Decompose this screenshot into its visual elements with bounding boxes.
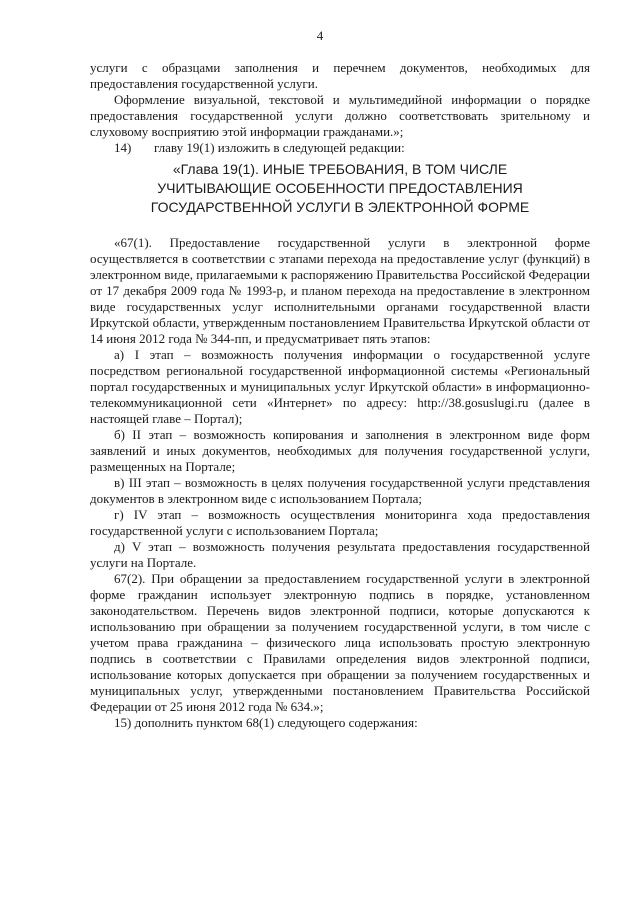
item-15: 15) дополнить пунктом 68(1) следующего содержания: bbox=[114, 715, 418, 730]
item-14-number: 14) bbox=[114, 140, 132, 155]
paragraph-67-1: «67(1). Предоставление государственной услуги в электронной форме осуществляется в соответствии с этапами перехода на предоставление услуг (функций) в электронном виде, прилагаемыми к распоряжению Правительства Российской Федерации от 17 декабря 2009 года № 1993-р, и планом перехода на предоставление в электронном виде государственных услуг исполнительными органами государственной власти Иркутской области, утвержденным постановлением Правительства Иркутской области от 14 июня 2012 года № 344-пп, и предусматривает пять этапов: bbox=[90, 235, 590, 346]
stage-d: г) IV этап – возможность осуществления мониторинга хода предоставления государственной услуги с использованием Портала; bbox=[90, 507, 590, 538]
chapter-title-line-2: УЧИТЫВАЮЩИЕ ОСОБЕННОСТИ ПРЕДОСТАВЛЕНИЯ bbox=[157, 180, 523, 196]
item-14-text: главу 19(1) изложить в следующей редакции: bbox=[154, 140, 405, 155]
item-14 bbox=[90, 140, 590, 156]
paragraph-67-2: 67(2). При обращении за предоставлением государственной услуги в электронной форме гражданин использует электронную подпись в порядке, установленном законодательством. Перечень видов электронной подписи, которые допускаются к использованию при обращении за получением государственной услуги, в том числе с учетом права гражданина – физического лица использовать простую электронную подпись в соответствии с Правилами определения видов электронной подписи, использование которых допускается при обращении за получением государственных и муниципальных услуг, утвержденными постановлением Правительства Российской Федерации от 25 июня 2012 года № 634.»; bbox=[90, 571, 590, 714]
stage-e: д) V этап – возможность получения результата предоставления государственной услуги на Портале. bbox=[90, 539, 590, 570]
stage-b: б) II этап – возможность копирования и заполнения в электронном виде форм заявлений и иных документов, необходимых для получения государственной услуги, размещенных на Портале; bbox=[90, 427, 590, 474]
chapter-title-line-3: ГОСУДАРСТВЕННОЙ УСЛУГИ В ЭЛЕКТРОННОЙ ФОРМЕ bbox=[150, 199, 530, 215]
paragraph-continuation: услуги с образцами заполнения и перечнем документов, необходимых для предоставления государственной услуги. bbox=[90, 60, 590, 91]
stage-a: а) I этап – возможность получения информации о государственной услуге посредством региональной государственной информационной системы «Региональный портал государственных и муниципальных услуг Иркутской области» в информационно-телекоммуникационной сети «Интернет» по адресу: http://38.gosuslugi.ru (далее в настоящей главе – Портал); bbox=[90, 347, 590, 426]
stage-c: в) III этап – возможность в целях получения государственной услуги представления документов в электронном виде с использованием Портала; bbox=[90, 475, 590, 506]
chapter-title bbox=[90, 160, 590, 217]
document-body bbox=[90, 60, 590, 731]
paragraph-visual-info: Оформление визуальной, текстовой и мультимедийной информации о порядке предоставления государственной услуги должно соответствовать зрительному и слуховому восприятию этой информации гражданами.»; bbox=[90, 92, 590, 139]
page-number: 4 bbox=[316, 28, 324, 43]
chapter-title-line-1: «Глава 19(1). ИНЫЕ ТРЕБОВАНИЯ, В ТОМ ЧИСЛЕ bbox=[172, 161, 508, 177]
